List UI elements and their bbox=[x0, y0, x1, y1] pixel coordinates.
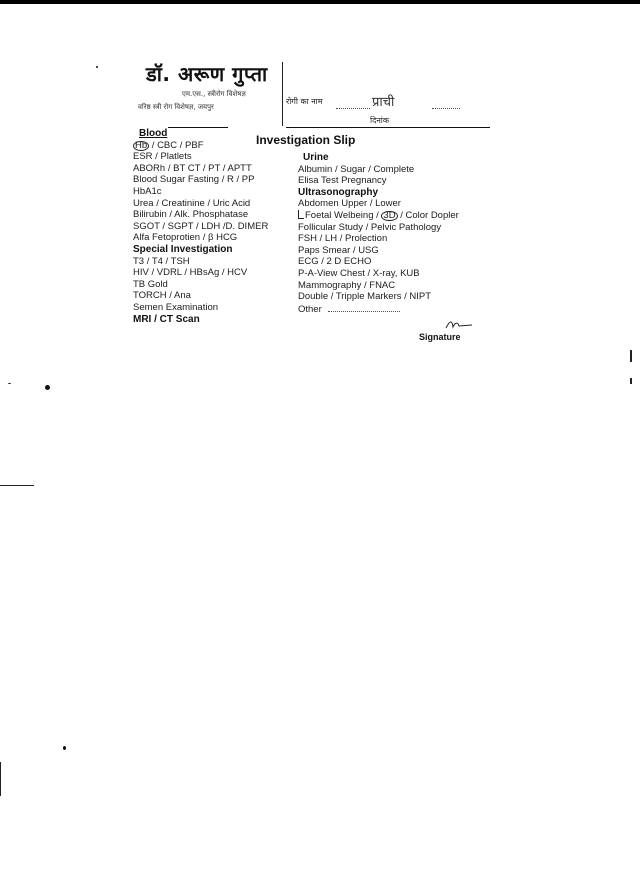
urine-item: Albumin / Sugar / Complete bbox=[298, 163, 415, 175]
scan-line bbox=[0, 762, 1, 796]
doctor-registration: वरिष्ठ स्त्री रोग विशेषज्ञ, जयपुर bbox=[138, 103, 214, 111]
slip-title: Investigation Slip bbox=[256, 133, 356, 147]
other-dots bbox=[328, 303, 400, 312]
mri-heading: MRI / CT Scan bbox=[133, 313, 200, 325]
circle-mark: Hb bbox=[135, 139, 148, 151]
urine-item: Elisa Test Pregnancy bbox=[298, 175, 387, 187]
special-item: TORCH / Ana bbox=[133, 290, 191, 302]
usg-item: Paps Smear / USG bbox=[298, 244, 379, 256]
header-divider bbox=[282, 62, 283, 126]
scan-top-edge bbox=[0, 0, 640, 4]
usg-item: FSH / LH / Prolection bbox=[298, 233, 388, 245]
right-column bbox=[298, 152, 478, 314]
blood-item: Alfa Fetoprotien / β HCG bbox=[133, 232, 238, 244]
usg-item: Mammography / FNAC bbox=[298, 279, 396, 291]
usg-heading: Ultrasonography bbox=[298, 186, 379, 198]
blood-heading: Blood bbox=[139, 128, 168, 139]
other-label: Other bbox=[298, 303, 322, 315]
patient-name-dots bbox=[336, 100, 370, 109]
scan-speck bbox=[96, 66, 98, 68]
signature-label: Signature bbox=[419, 332, 461, 342]
blood-item: HbA1c bbox=[133, 185, 162, 197]
blood-item: ESR / Platlets bbox=[133, 151, 192, 163]
urine-heading: Urine bbox=[303, 152, 329, 163]
date-label: दिनांक bbox=[370, 116, 389, 125]
special-item: HIV / VDRL / HBsAg / HCV bbox=[133, 267, 248, 279]
scan-speck bbox=[8, 383, 11, 384]
usg-item: Double / Tripple Markers / NIPT bbox=[298, 291, 432, 303]
blood-item: SGOT / SGPT / LDH /D. DIMER bbox=[133, 220, 269, 232]
blood-item: Urea / Creatinine / Uric Acid bbox=[133, 197, 251, 209]
special-item: Semen Examination bbox=[133, 301, 219, 313]
usg-item-foetal-b: / Color Dopler bbox=[397, 209, 459, 221]
special-item: TB Gold bbox=[133, 278, 168, 290]
usg-item: ECG / 2 D ECHO bbox=[298, 256, 372, 268]
doctor-qualification: एम.एस., स्त्रीरोग विशेषज्ञ bbox=[182, 90, 246, 98]
special-item: T3 / T4 / TSH bbox=[133, 255, 190, 267]
usg-item: Follicular Study / Pelvic Pathology bbox=[298, 221, 442, 233]
signature-scribble bbox=[444, 318, 474, 332]
blood-item-hb bbox=[133, 140, 293, 152]
usg-item-foetal bbox=[298, 210, 478, 222]
usg-item: P-A-View Chest / X-ray, KUB bbox=[298, 267, 420, 279]
blood-item: Bilirubin / Alk. Phosphatase bbox=[133, 209, 249, 221]
blood-item-hb-rest: / CBC / PBF bbox=[149, 139, 204, 151]
scan-line bbox=[630, 378, 632, 384]
special-heading: Special Investigation bbox=[133, 243, 233, 255]
scan-line bbox=[630, 350, 632, 362]
left-column bbox=[133, 128, 293, 325]
header-underline bbox=[286, 127, 490, 128]
doctor-name: डॉ. अरूण गुप्ता bbox=[146, 62, 268, 86]
tick-mark bbox=[298, 210, 304, 219]
blood-item: ABORh / BT CT / PT / APTT bbox=[133, 162, 252, 174]
scan-speck bbox=[45, 385, 50, 390]
usg-item-other bbox=[298, 303, 478, 315]
usg-item: Abdomen Upper / Lower bbox=[298, 198, 401, 210]
patient-name-label: रोगी का नाम bbox=[286, 97, 323, 106]
usg-item-foetal-a: Foetal Welbeing / bbox=[305, 209, 382, 221]
patient-name-dots-2 bbox=[432, 100, 460, 109]
blood-item: Blood Sugar Fasting / R / PP bbox=[133, 174, 255, 186]
scan-speck bbox=[63, 746, 66, 750]
scan-line bbox=[0, 485, 34, 486]
patient-name-value: प्राची bbox=[372, 95, 395, 110]
circle-mark: 3D bbox=[383, 209, 396, 221]
